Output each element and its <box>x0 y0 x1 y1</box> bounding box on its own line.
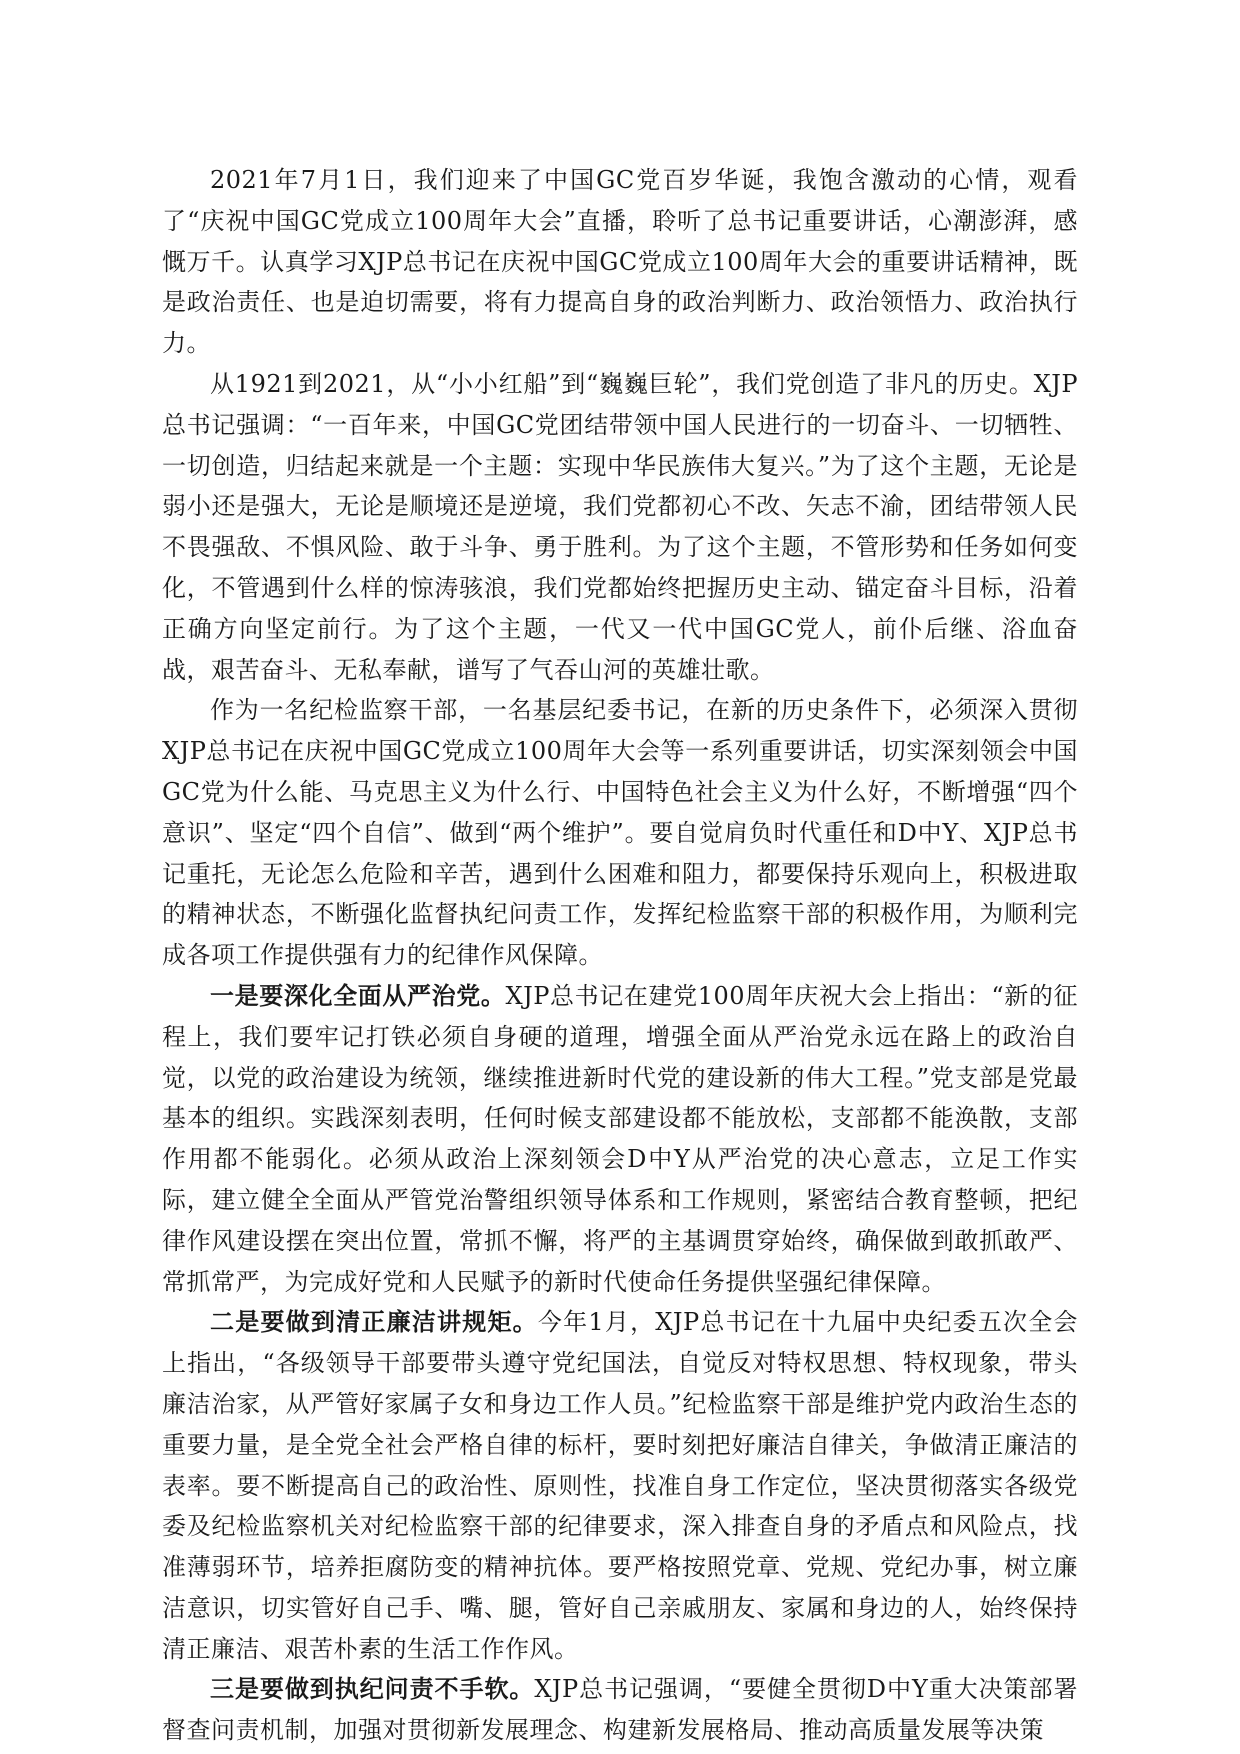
paragraph-lead: 三是要做到执纪问责不手软。 <box>210 1674 535 1704</box>
paragraph-text: 2021年7月1日，我们迎来了中国GC党百岁华诞，我饱含激动的心情，观看了“庆祝中国GC党成立100周年大会”直播，聆听了总书记重要讲话，心潮澎湃，感慨万千。认真学习XJP总书记在庆祝中国GC党成立100周年大会的重要讲话精神，既是政治责任、也是迫切需要，将有力提高自身的政治判断力、政治领悟力、政治执行力。 <box>162 166 1078 358</box>
paragraph-1 <box>162 160 1078 364</box>
paragraph-4 <box>162 976 1078 1302</box>
paragraph-text: 作为一名纪检监察干部，一名基层纪委书记，在新的历史条件下，必须深入贯彻XJP总书记在庆祝中国GC党成立100周年大会等一系列重要讲话，切实深刻领会中国GC党为什么能、马克思主义为什么行、中国特色社会主义为什么好，不断增强“四个意识”、坚定“四个自信”、做到“两个维护”。要自觉肩负时代重任和D中Y、XJP总书记重托，无论怎么危险和辛苦，遇到什么困难和阻力，都要保持乐观向上，积极进取的精神状态，不断强化监督执纪问责工作，发挥纪检监察干部的积极作用，为顺利完成各项工作提供强有力的纪律作风保障。 <box>162 696 1078 970</box>
paragraph-3 <box>162 690 1078 976</box>
paragraph-5 <box>162 1302 1078 1669</box>
paragraph-text: 今年1月，XJP总书记在十九届中央纪委五次全会上指出，“各级领导干部要带头遵守党纪国法，自觉反对特权思想、特权现象，带头廉洁治家，从严管好家属子女和身边工作人员。”纪检监察干部是维护党内政治生态的重要力量，是全党全社会严格自律的标杆，要时刻把好廉洁自律关，争做清正廉洁的表率。要不断提高自己的政治性、原则性，找准自身工作定位，坚决贯彻落实各级党委及纪检监察机关对纪检监察干部的纪律要求，深入排查自身的矛盾点和风险点，找准薄弱环节，培养拒腐防变的精神抗体。要严格按照党章、党规、党纪办事，树立廉洁意识，切实管好自己手、嘴、腿，管好自己亲戚朋友、家属和身边的人，始终保持清正廉洁、艰苦朴素的生活工作作风。 <box>162 1308 1078 1663</box>
paragraph-text: 从1921到2021，从“小小红船”到“巍巍巨轮”，我们党创造了非凡的历史。XJP总书记强调：“一百年来，中国GC党团结带领中国人民进行的一切奋斗、一切牺牲、一切创造，归结起来就是一个主题：实现中华民族伟大复兴。”为了这个主题，无论是弱小还是强大，无论是顺境还是逆境，我们党都初心不改、矢志不渝，团结带领人民不畏强敌、不惧风险、敢于斗争、勇于胜利。为了这个主题，不管形势和任务如何变化，不管遇到什么样的惊涛骇浪，我们党都始终把握历史主动、锚定奋斗目标，沿着正确方向坚定前行。为了这个主题，一代又一代中国GC党人，前仆后继、浴血奋战，艰苦奋斗、无私奉献，谱写了气吞山河的英雄壮歌。 <box>162 369 1078 684</box>
paragraph-2 <box>162 364 1078 690</box>
paragraph-6 <box>162 1669 1078 1751</box>
document-page <box>162 160 1078 1751</box>
paragraph-lead: 一是要深化全面从严治党。 <box>210 980 506 1010</box>
paragraph-text: XJP总书记强调，“要健全贯彻D中Y重大决策部署督查问责机制，加强对贯彻新发展理念、构建新发展格局、推动高质量发展等决策 <box>162 1675 1078 1745</box>
paragraph-text: XJP总书记在建党100周年庆祝大会上指出：“新的征程上，我们要牢记打铁必须自身硬的道理，增强全面从严治党永远在路上的政治自觉，以党的政治建设为统领，继续推进新时代党的建设新的伟大工程。”党支部是党最基本的组织。实践深刻表明，任何时候支部建设都不能放松，支部都不能涣散，支部作用都不能弱化。必须从政治上深刻领会D中Y从严治党的决心意志，立足工作实际，建立健全全面从严管党治警组织领导体系和工作规则，紧密结合教育整顿，把纪律作风建设摆在突出位置，常抓不懈，将严的主基调贯穿始终，确保做到敢抓敢严、常抓常严，为完成好党和人民赋予的新时代使命任务提供坚强纪律保障。 <box>162 981 1079 1296</box>
paragraph-lead: 二是要做到清正廉洁讲规矩。 <box>210 1307 538 1337</box>
